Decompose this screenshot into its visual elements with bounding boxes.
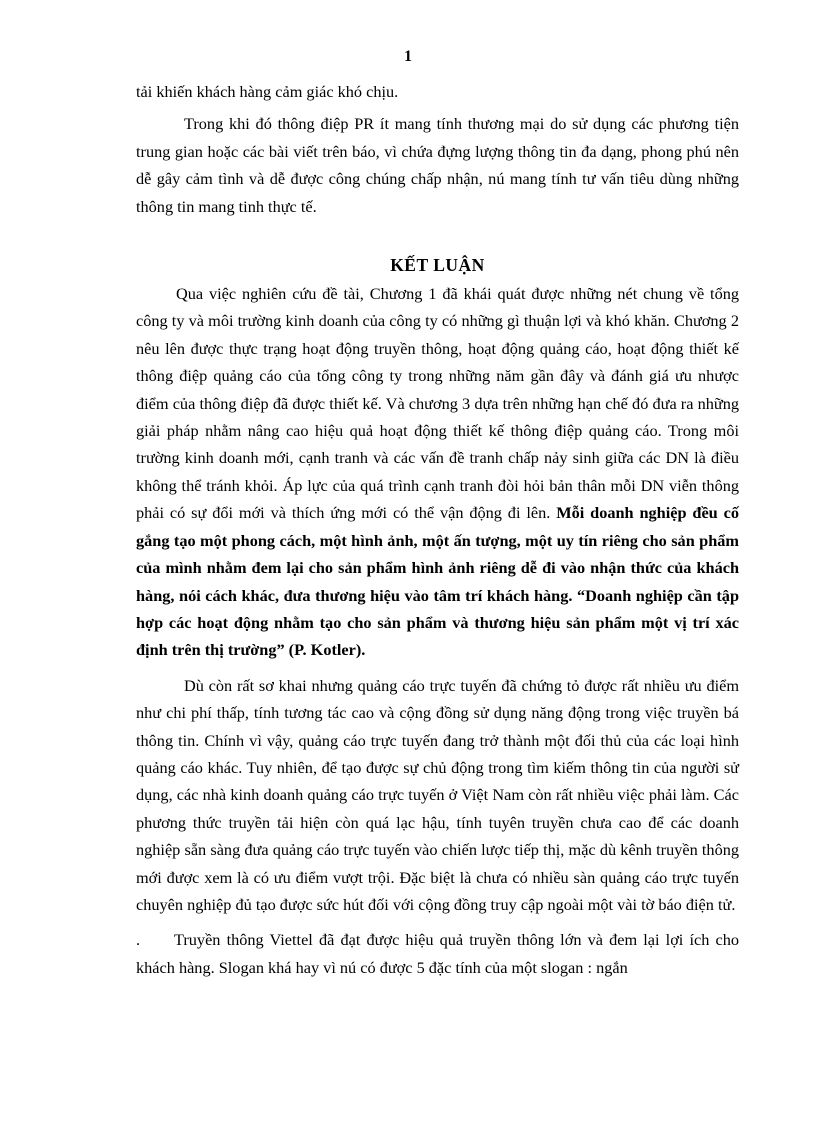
section-heading-conclusion: KẾT LUẬN <box>390 255 485 276</box>
paragraph-bullet-dot: . <box>136 930 141 950</box>
page-number: 1 <box>404 48 412 65</box>
paragraph-continuation: tải khiến khách hàng cảm giác khó chịu. <box>136 82 399 101</box>
paragraph-online-advertising: Dù còn rất sơ khai nhưng quảng cáo trực tuyến đã chứng tỏ được rất nhiều ưu điểm như chi phí thấp, tính tương tác cao và cộng đồng sử dụng năng động trong việc truyền bá thông tin. Chính vì vậy, quảng cáo trực tuyến đang trở thành một đối thủ của các loại hình quảng cáo khác. Tuy nhiên, để tạo được sự chủ động trong tìm kiếm thông tin của người sử dụng, các nhà kinh doanh quảng cáo trực tuyến ở Việt Nam còn rất nhiều việc phải làm. Các phương thức truyền tải hiện còn quá lạc hậu, tính tuyên truyền chưa cao để các doanh nghiệp sẵn sàng đưa quảng cáo trực tuyến vào chiến lược tiếp thị, mặc dù kênh truyền thông mới được xem là có ưu điểm vượt trội. Đặc biệt là chưa có nhiều sàn quảng cáo trực tuyến chuyên nghiệp đủ tạo được sức hút đối với cộng đồng truy cập ngoài một vài tờ báo điện tử. <box>136 675 739 914</box>
paragraph-viettel <box>136 926 739 981</box>
conclusion-bold-text: Mỗi doanh nghiệp đều cố gắng tạo một phong cách, một hình ảnh, một ấn tượng, một uy tín riêng cho sản phẩm của mình nhằm đem lại cho sản phẩm hình ảnh riêng dễ đi vào nhận thức của khách hàng, nói cách khác, đưa thương hiệu vào tâm trí khách hàng. “Doanh nghiệp cần tập hợp các hoạt động nhằm tạo cho sản phẩm và thương hiệu sản phẩm một vị trí xác định trên thị trường” (P. Kotler). <box>136 503 739 660</box>
viettel-text: Truyền thông Viettel đã đạt được hiệu quả truyền thông lớn và đem lại lợi ích cho khách hàng. Slogan khá hay vì nú có được 5 đặc tính của một slogan : ngắn <box>136 930 739 977</box>
document-body <box>136 78 739 981</box>
conclusion-normal-text: Qua việc nghiên cứu đề tài, Chương 1 đã khái quát được những nét chung về tổng công ty và môi trường kinh doanh của công ty có những gì thuận lợi và khó khăn. Chương 2 nêu lên được thực trạng hoạt động truyền thông, hoạt động quảng cáo, hoạt động thiết kế thông điệp quảng cáo của tổng công ty trong những năm gần đây và đánh giá ưu nhược điểm của thông điệp đã được thiết kế. Và chương 3 dựa trên những hạn chế đó đưa ra những giải pháp nhằm nâng cao hiệu quả hoạt động thiết kế thông điệp quảng cáo. Trong môi trường kinh doanh mới, cạnh tranh và các vấn đề tranh chấp nảy sinh giữa các DN là điều không thể tránh khỏi. Áp lực của quá trình cạnh tranh đòi hỏi bản thân mỗi DN viễn thông phải có sự đổi mới và thích ứng mới có thể vận động đi lên. <box>136 284 739 523</box>
paragraph-conclusion <box>136 280 739 664</box>
paragraph-pr-message: Trong khi đó thông điệp PR ít mang tính thương mại do sử dụng các phương tiện trung gian hoặc các bài viết trên báo, vì chứa đựng lượng thông tin đa dạng, phong phú nên dễ gây cảm tình và dễ được công chúng chấp nhận, nú mang tính tư vấn tiêu dùng những thông tin mang tinh thực tế. <box>136 114 739 216</box>
